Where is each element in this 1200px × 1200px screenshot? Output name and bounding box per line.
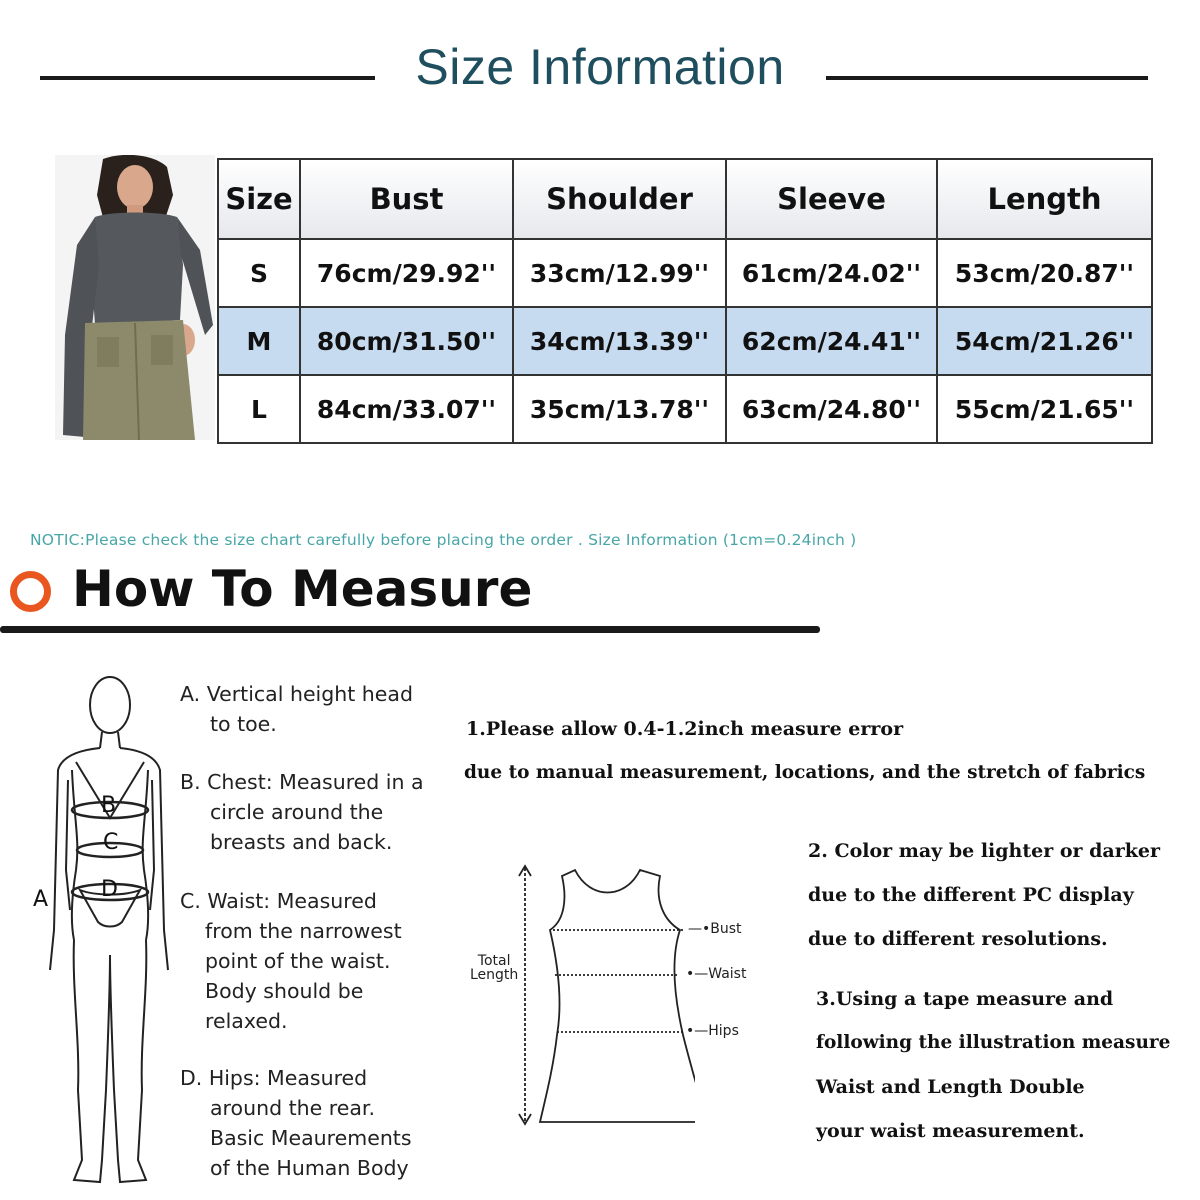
table-row [218, 375, 1152, 443]
table-row-highlighted [218, 307, 1152, 375]
size-notice: NOTIC:Please check the size chart carefully before placing the order . Size Information (1cm=0.24inch ) [30, 531, 857, 549]
table-cell: 62cm/24.41'' [726, 307, 937, 375]
note-1-line-2: due to manual measurement, locations, and the stretch of fabrics [464, 762, 1146, 783]
table-cell: 35cm/13.78'' [513, 375, 726, 443]
note-2-line-3: due to different resolutions. [808, 928, 1108, 950]
body-figure-icon [30, 670, 180, 1195]
dress-label-total: Total Length [470, 953, 519, 983]
header-shoulder: Shoulder [513, 159, 726, 239]
table-cell: 61cm/24.02'' [726, 239, 937, 307]
table-cell: 54cm/21.26'' [937, 307, 1152, 375]
product-photo [55, 155, 215, 440]
header-length: Length [937, 159, 1152, 239]
table-header-row [218, 159, 1152, 239]
figure-label-d: D [101, 877, 118, 902]
dress-diagram [495, 860, 695, 1130]
table-cell: 80cm/31.50'' [300, 307, 513, 375]
table-row [218, 239, 1152, 307]
table-cell: 55cm/21.65'' [937, 375, 1152, 443]
definition-b: B. Chest: Measured in a circle around the breasts and back. [180, 770, 424, 854]
bullet-circle-icon [10, 571, 51, 612]
dress-label-bust: —•Bust [688, 921, 742, 937]
table-cell: L [218, 375, 300, 443]
dress-label-waist: •—Waist [686, 966, 747, 982]
note-2-line-1: 2. Color may be lighter or darker [808, 840, 1161, 862]
note-3-line-1: 3.Using a tape measure and [816, 988, 1114, 1010]
table-cell: 63cm/24.80'' [726, 375, 937, 443]
table-cell: 33cm/12.99'' [513, 239, 726, 307]
dress-label-hips: •—Hips [686, 1023, 739, 1039]
page-title: Size Information [415, 39, 785, 95]
note-3-line-3: Waist and Length Double [816, 1076, 1085, 1098]
table-cell: S [218, 239, 300, 307]
definition-d: D. Hips: Measured around the rear. Basic Meaurements of the Human Body [180, 1066, 412, 1180]
definition-a: A. Vertical height head to toe. [180, 682, 413, 736]
figure-label-b: B [101, 793, 117, 818]
figure-label-c: C [103, 830, 119, 855]
table-cell: M [218, 307, 300, 375]
section-rule [0, 626, 820, 633]
size-table [217, 158, 1153, 444]
figure-label-a: A [33, 887, 49, 912]
note-1-line-1: 1.Please allow 0.4-1.2inch measure error [466, 718, 904, 740]
definition-c: C. Waist: Measured from the narrowest point of the waist. Body should be relaxed. [180, 889, 402, 1033]
table-cell: 34cm/13.39'' [513, 307, 726, 375]
table-cell: 76cm/29.92'' [300, 239, 513, 307]
table-cell: 53cm/20.87'' [937, 239, 1152, 307]
how-to-measure-title: How To Measure [72, 560, 533, 618]
note-2-line-2: due to the different PC display [808, 884, 1134, 906]
header-size: Size [218, 159, 300, 239]
note-3-line-2: following the illustration measure [816, 1032, 1171, 1053]
header-sleeve: Sleeve [726, 159, 937, 239]
note-3-line-4: your waist measurement. [816, 1120, 1085, 1142]
header-bust: Bust [300, 159, 513, 239]
table-cell: 84cm/33.07'' [300, 375, 513, 443]
